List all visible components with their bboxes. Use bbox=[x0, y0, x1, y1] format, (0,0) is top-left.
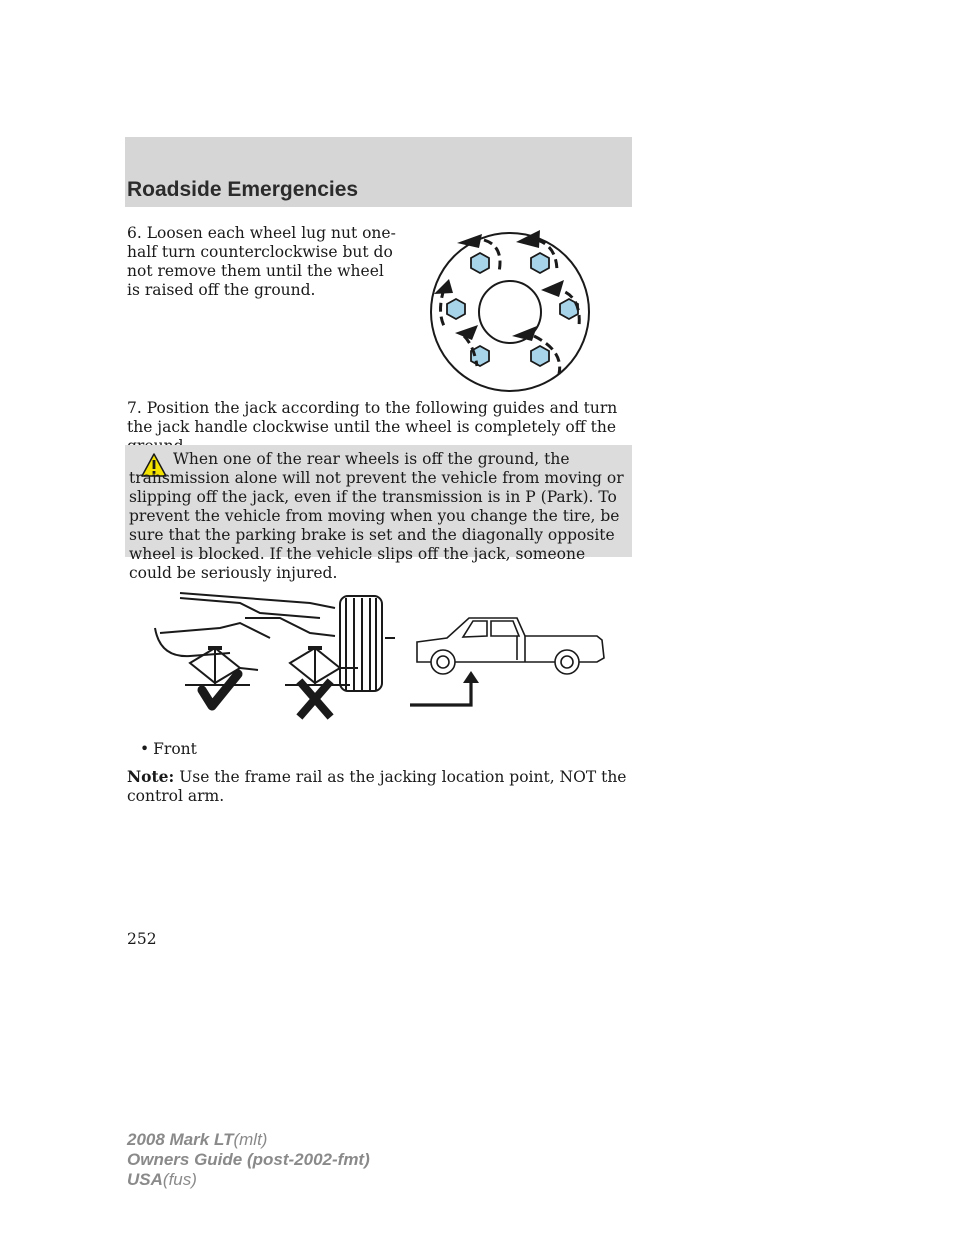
x-mark-icon bbox=[302, 684, 328, 714]
page-number: 252 bbox=[127, 930, 157, 948]
jack-point-arrow bbox=[410, 682, 471, 705]
footer-model: 2008 Mark LT bbox=[127, 1130, 234, 1149]
note-text: Use the frame rail as the jacking location point, NOT the control arm. bbox=[127, 768, 627, 805]
footer-market: USA bbox=[127, 1170, 163, 1189]
lug-nut bbox=[447, 299, 465, 319]
footer-guide: Owners Guide (post-2002-fmt) bbox=[127, 1150, 370, 1169]
page-title: Roadside Emergencies bbox=[127, 178, 359, 201]
bullet-text: Front bbox=[153, 740, 197, 758]
step-7-text: 7. Position the jack according to the following guides and turn the jack handle clockwise until the wheel is completely off the bbox=[127, 399, 618, 436]
checkmark-icon bbox=[202, 674, 238, 706]
warning-box bbox=[125, 445, 632, 582]
lug-nut bbox=[531, 253, 549, 273]
footer-market-code: (fus) bbox=[162, 1170, 197, 1189]
footer-model-code: (mlt) bbox=[233, 1130, 268, 1149]
note-label: Note: bbox=[127, 767, 175, 786]
lug-nut bbox=[471, 253, 489, 273]
warning-text: When one of the rear wheels is off the ground, the transmission alone will not prevent the vehicle from moving or slipping off the jack, even if the transmission is in P (Park). To prevent the vehicle from moving when you change the tire, be sure that the parking brake is set and the diagonally opposite wheel is blocked. If the vehicle slips off the jack, someone could be seriously injured. bbox=[129, 450, 624, 582]
document-footer bbox=[127, 1130, 370, 1190]
lug-nut-diagram bbox=[424, 226, 596, 394]
bullet-icon: • bbox=[140, 740, 150, 758]
jack-placement-illustration bbox=[150, 578, 400, 723]
step-6-text: 6. Loosen each wheel lug nut one-half turn counterclockwise but do not remove them until the wheel is raised off the ground. bbox=[127, 224, 396, 299]
note-paragraph bbox=[127, 767, 647, 806]
truck-jack-point-illustration bbox=[407, 610, 612, 710]
list-item bbox=[140, 740, 197, 759]
lug-nut bbox=[531, 346, 549, 366]
